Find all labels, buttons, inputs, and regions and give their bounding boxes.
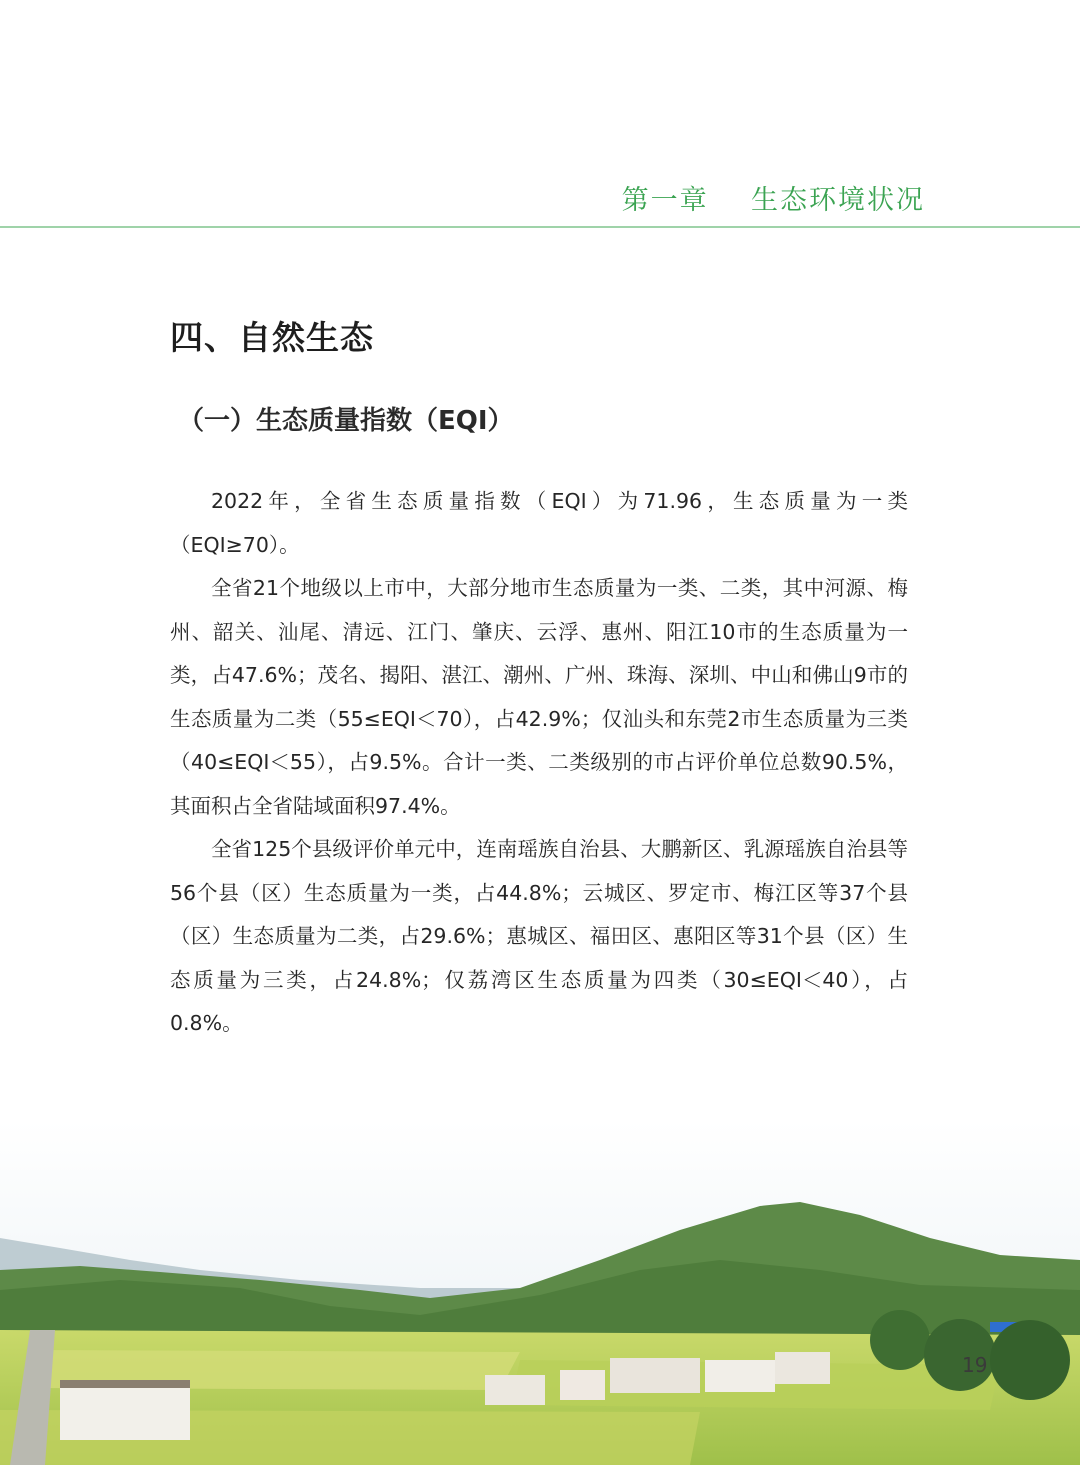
paragraph: 全省125个县级评价单元中，连南瑶族自治县、大鹏新区、乳源瑶族自治县等56个县（区）生态质量为一类，占44.8%；云城区、罗定市、梅江区等37个县（区）生态质量为二类，占29.6%；惠城区、福田区、惠阳区等31个县（区）生态质量为三类，占24.8%；仅荔湾区生态质量为四类（30≤EQI＜40），占0.8%。 <box>170 837 908 1035</box>
section-title: 四、自然生态 <box>170 318 374 357</box>
paragraph: 2022年，全省生态质量指数（EQI）为71.96，生态质量为一类（EQI≥70）。 <box>170 489 908 557</box>
body-text <box>170 480 908 1046</box>
header-divider <box>0 226 1080 228</box>
paragraph: 全省21个地级以上市中，大部分地市生态质量为一类、二类，其中河源、梅州、韶关、汕尾、清远、江门、肇庆、云浮、惠州、阳江10市的生态质量为一类，占47.6%；茂名、揭阳、湛江、潮州、广州、珠海、深圳、中山和佛山9市的生态质量为二类（55≤EQI＜70），占42.9%；仅汕头和东莞2市生态质量为三类（40≤EQI＜55），占9.5%。合计一类、二类级别的市占评价单位总数90.5%，其面积占全省陆域面积97.4%。 <box>170 576 908 818</box>
landscape-photo <box>0 1120 1080 1465</box>
chapter-header: 第一章 生态环境状况 <box>621 185 925 216</box>
page-number: 19 <box>962 1353 988 1377</box>
subsection-title: （一）生态质量指数（EQI） <box>178 406 514 436</box>
